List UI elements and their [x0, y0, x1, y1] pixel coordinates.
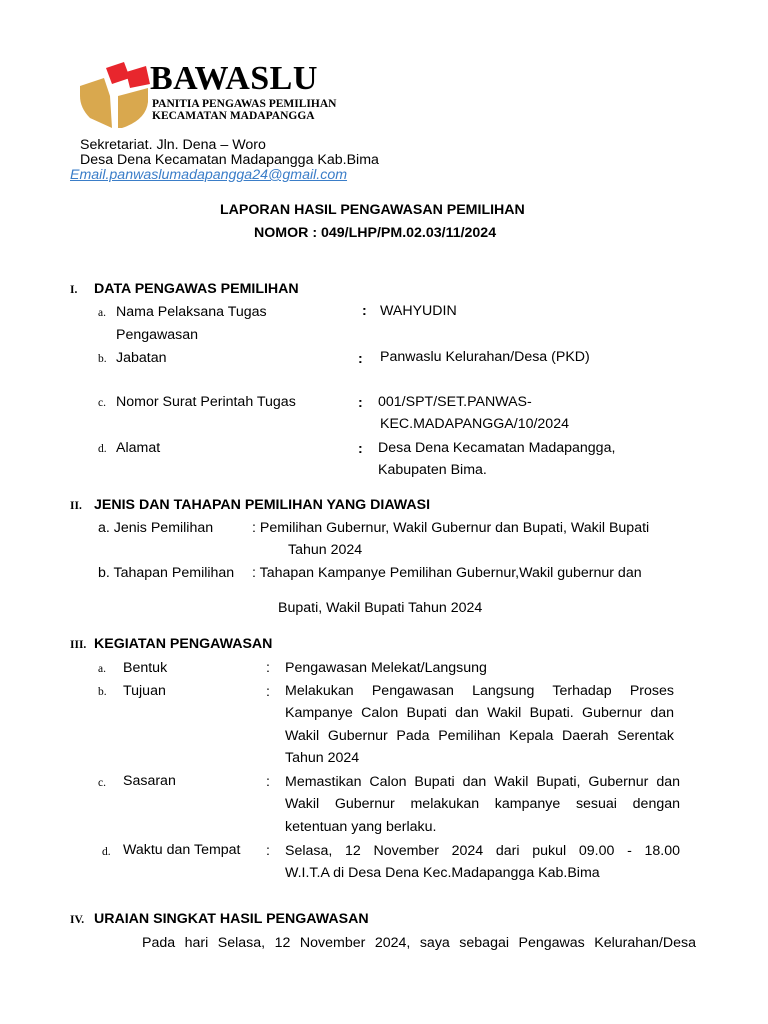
org-sub1: PANITIA PENGAWAS PEMILIHAN — [152, 98, 337, 110]
item-value-cont: Kabupaten Bima. — [378, 462, 487, 478]
item-value-line: Kampanye Calon Bupati dan Wakil Bupati. Gubernur dan — [285, 705, 674, 721]
item-label: Alamat — [116, 440, 161, 456]
item-value-cont: KEC.MADAPANGGA/10/2024 — [380, 416, 569, 432]
item-letter: a. — [98, 663, 106, 675]
section-heading: KEGIATAN PENGAWASAN — [94, 636, 273, 652]
section-heading: JENIS DAN TAHAPAN PEMILIHAN YANG DIAWASI — [94, 497, 431, 513]
section-num: I. — [70, 284, 78, 296]
item-label: Nomor Surat Perintah Tugas — [116, 394, 296, 410]
item-value-line: Wakil Gubernur Pada Pemilihan Kepala Daerah Serentak — [285, 728, 674, 744]
section-num: II. — [70, 500, 82, 512]
item-label: Nama Pelaksana Tugas — [116, 304, 267, 320]
item-value-line: Selasa, 12 November 2024 dari pukul 09.00 - 18.00 — [285, 843, 680, 859]
item-label: Waktu dan Tempat — [123, 842, 241, 858]
item-letter: c. — [98, 777, 106, 789]
item-letter: d. — [102, 846, 111, 858]
tahapan-value-cont: Bupati, Wakil Bupati Tahun 2024 — [278, 600, 483, 616]
bawaslu-logo-icon — [78, 62, 150, 130]
item-value-line: W.I.T.A di Desa Dena Kec.Madapangga Kab.Bima — [285, 865, 600, 881]
jenis-value: : Pemilihan Gubernur, Wakil Gubernur dan Bupati, Wakil Bupati — [252, 520, 650, 536]
item-letter: b. — [98, 686, 107, 698]
item-label: Jabatan — [116, 350, 167, 366]
item-value-line: Pengawasan Melekat/Langsung — [285, 660, 487, 676]
address-line2: Desa Dena Kecamatan Madapangga Kab.Bima — [80, 152, 379, 168]
item-colon: : — [266, 843, 270, 859]
item-label-cont: Pengawasan — [116, 327, 199, 343]
jenis-value-cont: Tahun 2024 — [288, 542, 363, 558]
item-value: Desa Dena Kecamatan Madapangga, — [378, 440, 616, 456]
item-colon: : — [266, 774, 270, 790]
tahapan-value: : Tahapan Kampanye Pemilihan Gubernur,Wakil gubernur dan — [252, 565, 642, 581]
item-value: Panwaslu Kelurahan/Desa (PKD) — [380, 349, 590, 365]
item-letter: a. — [98, 307, 106, 319]
tahapan-label: b. Tahapan Pemilihan — [98, 565, 235, 581]
item-colon: : — [358, 395, 363, 411]
item-colon: : — [266, 684, 270, 700]
item-value: WAHYUDIN — [380, 303, 457, 319]
item-value-line: Wakil Gubernur melakukan kampanye sesuai dengan — [285, 796, 680, 812]
org-name: BAWASLU — [150, 60, 318, 97]
email-link[interactable]: Email.panwaslumadapangga24@gmail.com — [70, 167, 348, 183]
section-num: IV. — [70, 914, 85, 926]
item-colon: : — [362, 303, 367, 319]
item-letter: b. — [98, 353, 107, 365]
section-heading: DATA PENGAWAS PEMILIHAN — [94, 281, 299, 297]
item-value-line: ketentuan yang berlaku. — [285, 819, 437, 835]
report-number: NOMOR : 049/LHP/PM.02.03/11/2024 — [254, 225, 497, 241]
item-label: Bentuk — [123, 660, 168, 676]
item-value-line: Memastikan Calon Bupati dan Wakil Bupati, Gubernur dan — [285, 774, 680, 790]
summary-paragraph: Pada hari Selasa, 12 November 2024, saya sebagai Pengawas Kelurahan/Desa — [142, 935, 696, 951]
item-colon: : — [358, 441, 363, 457]
item-letter: c. — [98, 397, 106, 409]
item-label: Tujuan — [123, 683, 166, 699]
item-colon: : — [358, 351, 363, 367]
item-value-line: Melakukan Pengawasan Langsung Terhadap Proses — [285, 683, 674, 699]
section-num: III. — [70, 639, 87, 651]
item-value-line: Tahun 2024 — [285, 750, 360, 766]
section-heading: URAIAN SINGKAT HASIL PENGAWASAN — [94, 911, 369, 927]
address-line1: Sekretariat. Jln. Dena – Woro — [80, 137, 266, 153]
item-value: 001/SPT/SET.PANWAS- — [378, 394, 532, 410]
report-title: LAPORAN HASIL PENGAWASAN PEMILIHAN — [220, 202, 525, 218]
item-colon: : — [266, 660, 270, 676]
item-letter: d. — [98, 443, 107, 455]
org-sub2: KECAMATAN MADAPANGGA — [152, 110, 315, 122]
item-label: Sasaran — [123, 773, 176, 789]
jenis-label: a. Jenis Pemilihan — [98, 520, 214, 536]
